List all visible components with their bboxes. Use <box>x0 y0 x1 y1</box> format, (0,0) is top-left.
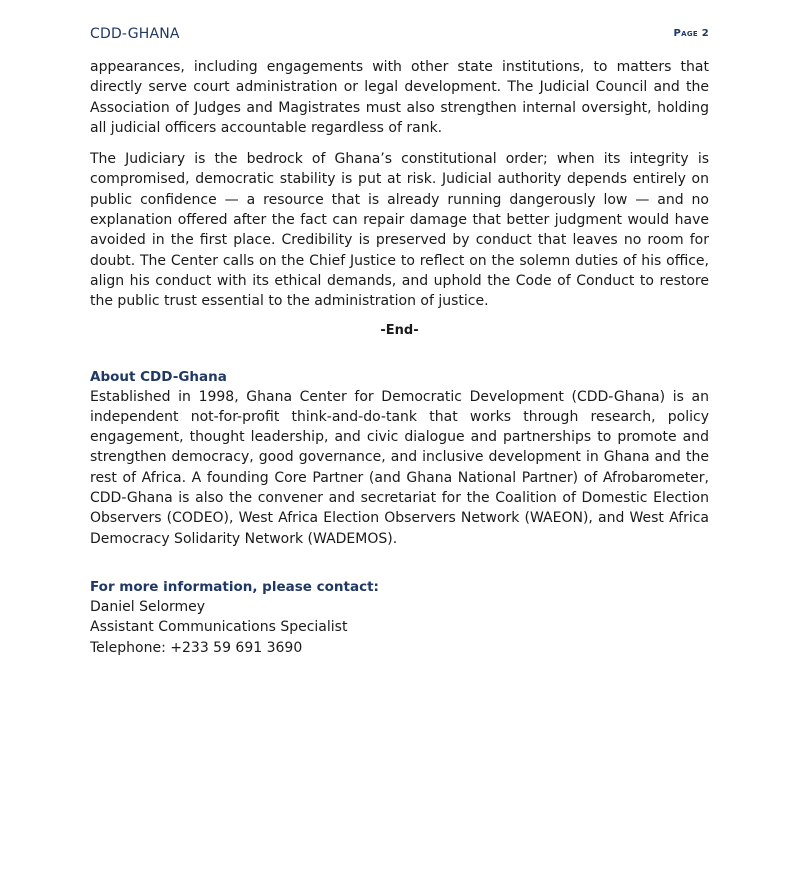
header-org-name: CDD-GHANA <box>90 26 180 42</box>
body-paragraph-1: appearances, including engagements with other state institutions, to matters that directly serve court administration or legal development. The Judicial Council and the Association of Judges and Magistrates must also strengthen internal oversight, holding all judicial officers accountable regardless of rank. <box>90 59 709 136</box>
body-paragraph-2: The Judiciary is the bedrock of Ghana’s constitutional order; when its integrity is compromised, democratic stability is put at risk. Judicial authority depends entirely on public confidence — a resource that is already running dangerously low — and no explanation offered after the fact can repair damage that better judgment would have avoided in the first place. Credibility is preserved by conduct that leaves no room for doubt. The Center calls on the Chief Justice to reflect on the solemn duties of his office, align his conduct with its ethical demands, and uphold the Code of Conduct to restore the public trust essential to the administration of justice. <box>90 151 709 310</box>
document-body <box>90 57 709 658</box>
contact-title: For more information, please contact: <box>90 578 379 595</box>
contact-phone: Telephone: +233 59 691 3690 <box>90 639 303 656</box>
header-page-number: Page 2 <box>673 28 709 39</box>
contact-role: Assistant Communications Specialist <box>90 619 348 636</box>
end-marker: -End- <box>380 322 419 338</box>
contact-section <box>90 577 709 658</box>
about-text: Established in 1998, Ghana Center for Democratic Development (CDD-Ghana) is an independent not-for-profit think-and-do-tank that works through research, policy engagement, thought leadership, and civic dialogue and partnerships to promote and strengthen democracy, good governance, and inclusive development in Ghana and the rest of Africa. A founding Core Partner (and Ghana National Partner) of Afrobarometer, CDD-Ghana is also the convener and secretariat for the Coalition of Domestic Election Observers (CODEO), West Africa Election Observers Network (WAEON), and West Africa Democracy Solidarity Network (WADEMOS). <box>90 388 709 547</box>
page-header <box>90 26 709 46</box>
about-section <box>90 367 709 549</box>
contact-name: Daniel Selormey <box>90 598 206 615</box>
about-title: About CDD-Ghana <box>90 368 227 385</box>
